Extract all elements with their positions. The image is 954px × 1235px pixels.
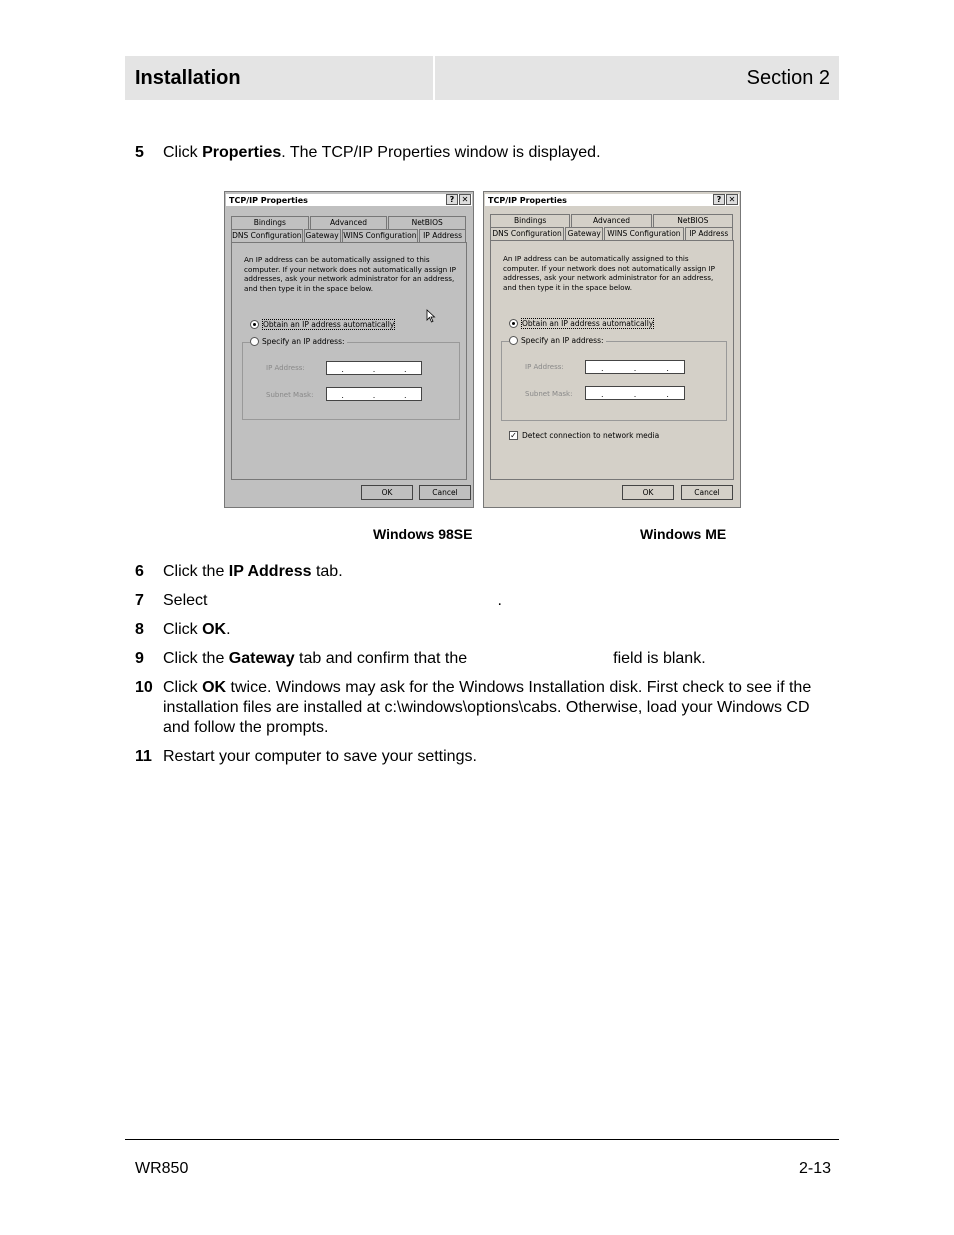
footer-rule [125,1139,839,1140]
radio-selected-icon [250,320,259,329]
step-text-mid: tab and confirm that the [294,650,468,667]
ip-address-label: IP Address: [525,363,564,371]
tab-row-1 [231,216,467,229]
step-8 [135,620,838,640]
mouse-cursor-icon [426,309,436,323]
step-6 [135,562,838,582]
step-number: 7 [135,592,144,609]
tab-dns[interactable]: DNS Configuration [232,231,302,240]
step-text-bold: OK [202,679,227,696]
footer-page-number: 2-13 [798,1160,831,1177]
radio-obtain-auto[interactable] [250,319,395,330]
subnet-mask-field[interactable]: . . . [326,387,422,401]
tab-wins[interactable]: WINS Configuration [343,231,417,240]
header-title: Installation [125,56,433,100]
step-10 [135,678,838,738]
tab-bindings[interactable]: Bindings [490,214,570,227]
radio-label: Obtain an IP address automatically [263,320,395,329]
step-text-pre: Select [163,592,208,609]
detect-media-checkbox[interactable] [509,431,659,440]
cancel-button[interactable]: Cancel [419,485,471,500]
caption-winme: Windows ME [640,526,727,542]
radio-label: Specify an IP address: [521,336,604,345]
radio-unselected-icon [250,337,259,346]
step-text-bold: Gateway [228,650,295,667]
step-text [163,591,838,611]
tab-row-2 [490,227,734,240]
step-text [163,143,838,163]
step-text [163,620,838,640]
step-7 [135,591,838,611]
help-icon[interactable]: ? [713,194,725,205]
radio-label: Specify an IP address: [262,337,345,346]
ip-description: An IP address can be automatically assigned to this computer. If your network does not automatically assign IP addresses, ask your network administrator for an address, and then type it in the space below. [503,254,715,292]
checkbox-label: Detect connection to network media [522,431,660,440]
step-text-bold: OK [202,621,227,638]
tab-dns[interactable]: DNS Configuration [490,227,564,240]
step-text-bold: Properties [202,144,282,161]
ok-button[interactable]: OK [622,485,674,500]
cancel-button[interactable]: Cancel [681,485,733,500]
tab-ip-address[interactable]: IP Address [685,227,733,240]
step-text-pre: Click the [163,650,229,667]
radio-unselected-icon [509,336,518,345]
step-number: 6 [135,563,144,580]
radio-specify-ip[interactable] [250,337,347,346]
title-buttons [446,194,471,205]
dialog-title: TCP/IP Properties [226,194,472,206]
ip-address-field[interactable]: . . . [326,361,422,375]
ip-group [242,342,460,420]
step-number: 9 [135,650,144,667]
caption-win98: Windows 98SE [373,526,473,542]
screenshot-figure [224,191,741,508]
ip-description: An IP address can be automatically assigned to this computer. If your network does not automatically assign IP addresses, ask your network administrator for an address, and then type it in the space below. [244,255,456,293]
footer-product: WR850 [135,1160,189,1177]
step-number: 5 [135,144,144,161]
subnet-mask-field[interactable]: . . . [585,386,685,400]
step-text-post: . The TCP/IP Properties window is displayed. [281,144,601,161]
step-text-pre: Click [163,679,203,696]
radio-obtain-auto[interactable] [509,318,654,329]
tab-gateway[interactable]: Gateway [305,231,339,240]
close-icon[interactable]: ✕ [726,194,738,205]
step-text-post: . [226,621,231,638]
radio-label: Obtain an IP address automatically [522,319,654,328]
dialog-title: TCP/IP Properties [485,194,739,206]
step-11 [135,747,838,767]
step-number: 8 [135,621,144,638]
tab-advanced[interactable]: Advanced [310,216,388,229]
subnet-mask-label: Subnet Mask: [525,390,573,398]
step-number: 11 [135,748,152,765]
tab-ip-address[interactable]: IP Address [419,229,466,242]
tab-gateway[interactable]: Gateway [565,227,603,240]
checkmark-icon: ✓ [510,431,517,440]
tab-pane [231,242,467,480]
step-number: 10 [135,679,153,696]
step-text-post: . [497,592,502,609]
tab-advanced[interactable]: Advanced [571,214,651,227]
tab-bindings[interactable]: Bindings [231,216,309,229]
tab-pane [490,240,734,480]
ip-group [501,341,727,421]
step-text [163,678,838,738]
step-text-post: twice. Windows may ask for the Windows Installation disk. First check to see if the installation files are installed at c:\windows\options\cabs. Otherwise, load your Windows CD and follow the prompts. [163,679,812,736]
tab-row-2 [231,229,467,242]
step-text-pre: Click the [163,563,229,580]
step-text [163,649,838,669]
win98-dialog [224,191,474,508]
ip-address-label: IP Address: [266,364,305,372]
header-section: Section 2 [435,56,839,100]
radio-specify-ip[interactable] [509,336,606,345]
step-9 [135,649,838,669]
ip-address-field[interactable]: . . . [585,360,685,374]
tab-wins[interactable]: WINS Configuration [604,227,683,240]
page-header [125,56,839,100]
step-text [163,562,838,582]
tab-netbios[interactable]: NetBIOS [653,214,733,227]
help-icon[interactable]: ? [446,194,458,205]
tab-netbios[interactable]: NetBIOS [388,216,466,229]
title-buttons [713,194,738,205]
winme-dialog [483,191,741,508]
step-text-bold: IP Address [228,563,312,580]
radio-selected-icon [509,319,518,328]
subnet-mask-label: Subnet Mask: [266,391,314,399]
step-text-pre: Click [163,621,203,638]
tab-row-1 [490,214,734,227]
step-text-post: tab. [311,563,343,580]
step-text: Restart your computer to save your settings. [163,748,477,765]
close-icon[interactable]: ✕ [459,194,471,205]
ok-button[interactable]: OK [361,485,413,500]
step-text-pre: Click [163,144,203,161]
step-text-post: field is blank. [613,650,706,667]
step-5 [135,143,838,163]
